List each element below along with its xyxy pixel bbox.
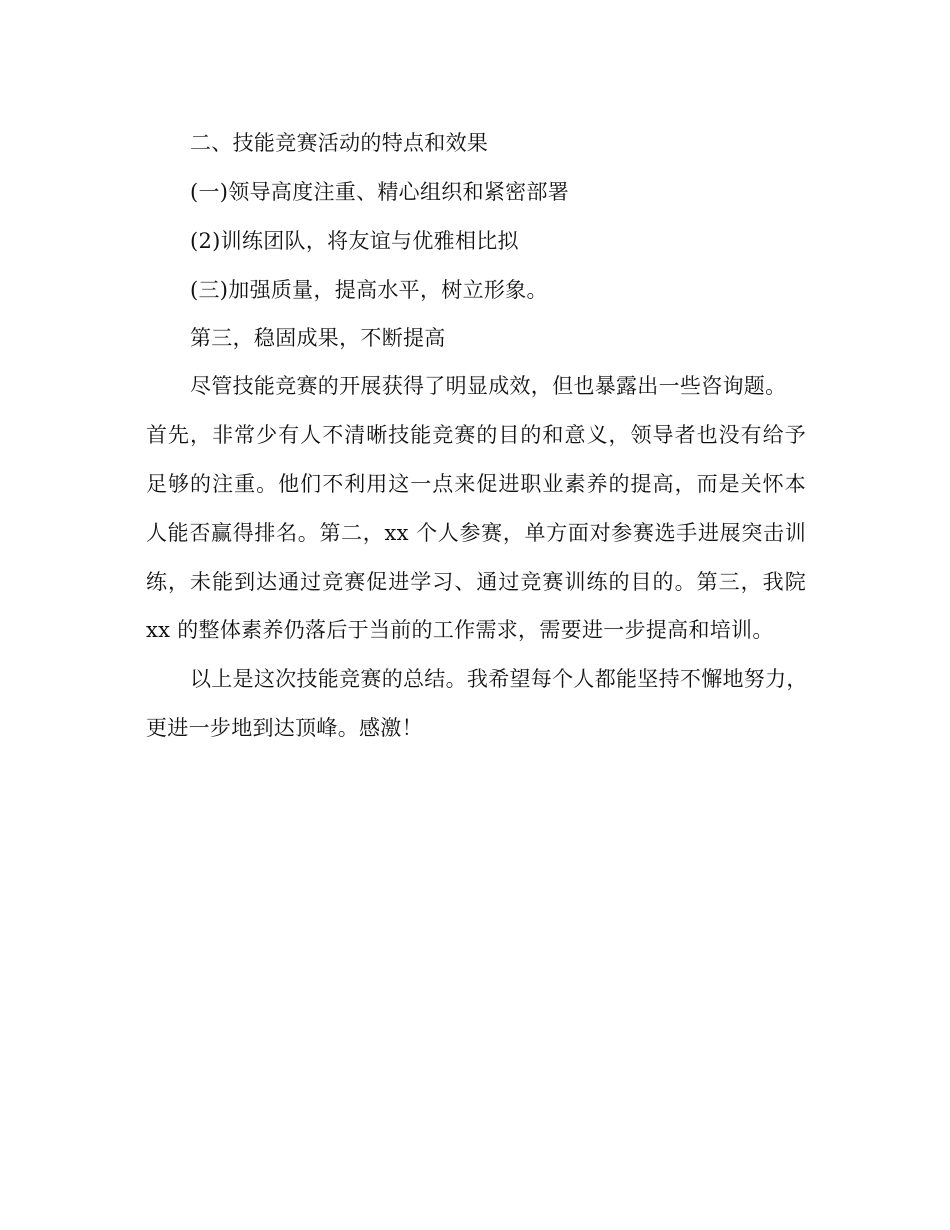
- subheading: 第三，稳固成果，不断提高: [190, 326, 446, 350]
- paragraph-line: 首先，非常少有人不清晰技能竞赛的目的和意义，领导者也没有给予: [146, 423, 806, 447]
- paragraph-line: 更进一步地到达顶峰。感激！: [146, 716, 423, 740]
- paragraph-line: 足够的注重。他们不利用这一点来促进职业素养的提高，而是关怀本: [146, 472, 806, 496]
- paragraph-line: 练，未能到达通过竞赛促进学习、通过竞赛训练的目的。第三，我院: [146, 570, 806, 594]
- paragraph-line: 尽管技能竞赛的开展获得了明显成效，但也暴露出一些咨询题。: [190, 374, 787, 398]
- section-heading: 二、技能竞赛活动的特点和效果: [190, 131, 489, 155]
- paragraph-line: 人能否赢得排名。第二，xx 个人参赛，单方面对参赛选手进展突击训: [146, 521, 806, 545]
- list-item: (2)训练团队，将友谊与优雅相比拟: [190, 229, 519, 253]
- paragraph-line: 以上是这次技能竞赛的总结。我希望每个人都能坚持不懈地努力，: [190, 667, 808, 691]
- paragraph-line: xx 的整体素养仍落后于当前的工作需求，需要进一步提高和培训。: [146, 618, 774, 642]
- list-item: (一)领导高度注重、精心组织和紧密部署: [190, 180, 570, 204]
- list-item: (三)加强质量，提高水平，树立形象。: [190, 278, 548, 302]
